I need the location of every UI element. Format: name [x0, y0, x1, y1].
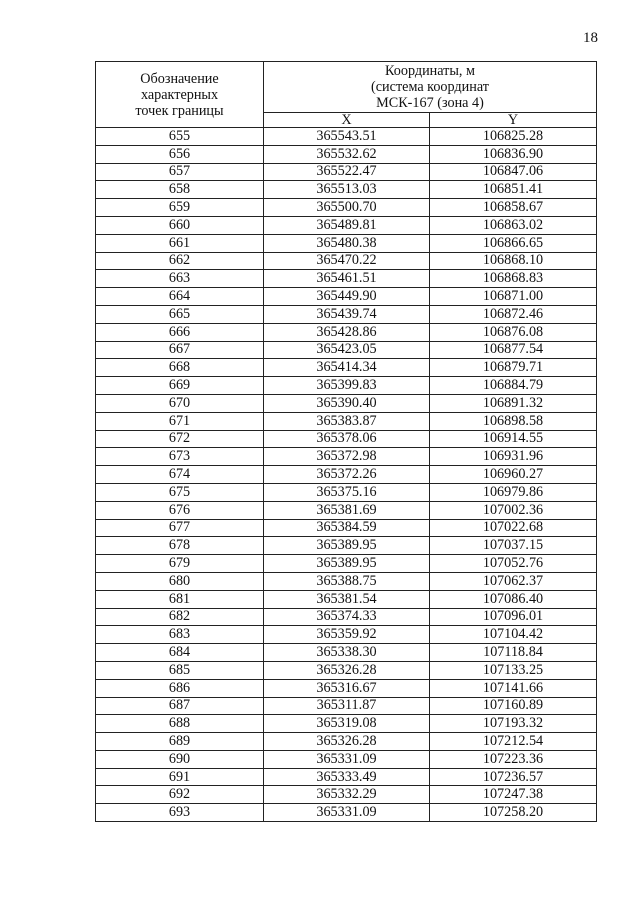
table-row — [96, 359, 597, 377]
x-coordinate-cell: 365375.16 — [264, 483, 430, 501]
point-cell: 682 — [96, 608, 264, 626]
x-coordinate-cell: 365378.06 — [264, 430, 430, 448]
header-point-line-1: Обозначение — [140, 70, 219, 87]
y-coordinate-cell: 107247.38 — [430, 786, 597, 804]
point-cell: 670 — [96, 394, 264, 412]
coordinates-table — [95, 61, 597, 822]
table-row — [96, 555, 597, 573]
x-coordinate-cell: 365319.08 — [264, 715, 430, 733]
point-cell: 683 — [96, 626, 264, 644]
table-body — [96, 128, 597, 822]
table-row — [96, 252, 597, 270]
table-row — [96, 288, 597, 306]
header-x: X — [264, 113, 430, 128]
point-cell: 660 — [96, 216, 264, 234]
table-row — [96, 323, 597, 341]
x-coordinate-cell: 365480.38 — [264, 234, 430, 252]
x-coordinate-cell: 365333.49 — [264, 768, 430, 786]
header-coords-line-1: Координаты, м — [385, 63, 475, 79]
y-coordinate-cell: 107212.54 — [430, 733, 597, 751]
table-row — [96, 537, 597, 555]
x-coordinate-cell: 365500.70 — [264, 199, 430, 217]
header-coordinates — [264, 62, 597, 113]
point-cell: 679 — [96, 555, 264, 573]
x-coordinate-cell: 365461.51 — [264, 270, 430, 288]
x-coordinate-cell: 365338.30 — [264, 644, 430, 662]
point-cell: 655 — [96, 128, 264, 146]
x-coordinate-cell: 365374.33 — [264, 608, 430, 626]
table-row — [96, 590, 597, 608]
x-coordinate-cell: 365388.75 — [264, 572, 430, 590]
x-coordinate-cell: 365326.28 — [264, 733, 430, 751]
x-coordinate-cell: 365384.59 — [264, 519, 430, 537]
y-coordinate-cell: 107104.42 — [430, 626, 597, 644]
table-row — [96, 430, 597, 448]
table-row — [96, 448, 597, 466]
x-coordinate-cell: 365332.29 — [264, 786, 430, 804]
x-coordinate-cell: 365389.95 — [264, 537, 430, 555]
page-number: 18 — [583, 30, 598, 46]
point-cell: 672 — [96, 430, 264, 448]
y-coordinate-cell: 107258.20 — [430, 804, 597, 822]
point-cell: 659 — [96, 199, 264, 217]
x-coordinate-cell: 365326.28 — [264, 661, 430, 679]
table-row — [96, 519, 597, 537]
point-cell: 673 — [96, 448, 264, 466]
point-cell: 668 — [96, 359, 264, 377]
table-header — [96, 62, 597, 128]
table-row — [96, 128, 597, 146]
point-cell: 658 — [96, 181, 264, 199]
table-row — [96, 608, 597, 626]
table-row — [96, 234, 597, 252]
x-coordinate-cell: 365414.34 — [264, 359, 430, 377]
y-coordinate-cell: 107193.32 — [430, 715, 597, 733]
y-coordinate-cell: 106847.06 — [430, 163, 597, 181]
x-coordinate-cell: 365389.95 — [264, 555, 430, 573]
y-coordinate-cell: 106891.32 — [430, 394, 597, 412]
point-cell: 693 — [96, 804, 264, 822]
x-coordinate-cell: 365399.83 — [264, 377, 430, 395]
y-coordinate-cell: 106836.90 — [430, 145, 597, 163]
x-coordinate-cell: 365449.90 — [264, 288, 430, 306]
table-row — [96, 501, 597, 519]
y-coordinate-cell: 106871.00 — [430, 288, 597, 306]
x-coordinate-cell: 365390.40 — [264, 394, 430, 412]
y-coordinate-cell: 107096.01 — [430, 608, 597, 626]
y-coordinate-cell: 107160.89 — [430, 697, 597, 715]
table-row — [96, 305, 597, 323]
table-row — [96, 181, 597, 199]
table-row — [96, 572, 597, 590]
table-row — [96, 341, 597, 359]
point-cell: 691 — [96, 768, 264, 786]
y-coordinate-cell: 107133.25 — [430, 661, 597, 679]
x-coordinate-cell: 365513.03 — [264, 181, 430, 199]
x-coordinate-cell: 365331.09 — [264, 750, 430, 768]
y-coordinate-cell: 107086.40 — [430, 590, 597, 608]
table-row — [96, 679, 597, 697]
point-cell: 677 — [96, 519, 264, 537]
y-coordinate-cell: 106877.54 — [430, 341, 597, 359]
y-coordinate-cell: 106868.10 — [430, 252, 597, 270]
point-cell: 675 — [96, 483, 264, 501]
header-point-designation — [96, 62, 264, 128]
y-coordinate-cell: 107118.84 — [430, 644, 597, 662]
y-coordinate-cell: 106884.79 — [430, 377, 597, 395]
x-coordinate-cell: 365316.67 — [264, 679, 430, 697]
table-row — [96, 377, 597, 395]
point-cell: 674 — [96, 466, 264, 484]
y-coordinate-cell: 106914.55 — [430, 430, 597, 448]
table-row — [96, 394, 597, 412]
table-row — [96, 750, 597, 768]
y-coordinate-cell: 106879.71 — [430, 359, 597, 377]
y-coordinate-cell: 106931.96 — [430, 448, 597, 466]
y-coordinate-cell: 107037.15 — [430, 537, 597, 555]
point-cell: 678 — [96, 537, 264, 555]
y-coordinate-cell: 107002.36 — [430, 501, 597, 519]
x-coordinate-cell: 365428.86 — [264, 323, 430, 341]
x-coordinate-cell: 365359.92 — [264, 626, 430, 644]
y-coordinate-cell: 107062.37 — [430, 572, 597, 590]
table-row — [96, 483, 597, 501]
table-row — [96, 697, 597, 715]
y-coordinate-cell: 106825.28 — [430, 128, 597, 146]
point-cell: 684 — [96, 644, 264, 662]
x-coordinate-cell: 365522.47 — [264, 163, 430, 181]
table-row — [96, 715, 597, 733]
point-cell: 686 — [96, 679, 264, 697]
point-cell: 685 — [96, 661, 264, 679]
point-cell: 663 — [96, 270, 264, 288]
x-coordinate-cell: 365423.05 — [264, 341, 430, 359]
point-cell: 667 — [96, 341, 264, 359]
table-row — [96, 270, 597, 288]
point-cell: 689 — [96, 733, 264, 751]
y-coordinate-cell: 106979.86 — [430, 483, 597, 501]
table-row — [96, 216, 597, 234]
header-y: Y — [430, 113, 597, 128]
point-cell: 688 — [96, 715, 264, 733]
point-cell: 665 — [96, 305, 264, 323]
point-cell: 676 — [96, 501, 264, 519]
y-coordinate-cell: 107223.36 — [430, 750, 597, 768]
header-coords-line-3: МСК-167 (зона 4) — [376, 95, 484, 111]
y-coordinate-cell: 107141.66 — [430, 679, 597, 697]
header-point-line-2: характерных — [140, 86, 219, 103]
table-row — [96, 626, 597, 644]
y-coordinate-cell: 106898.58 — [430, 412, 597, 430]
x-coordinate-cell: 365470.22 — [264, 252, 430, 270]
x-coordinate-cell: 365372.26 — [264, 466, 430, 484]
x-coordinate-cell: 365383.87 — [264, 412, 430, 430]
point-cell: 656 — [96, 145, 264, 163]
y-coordinate-cell: 107236.57 — [430, 768, 597, 786]
x-coordinate-cell: 365381.54 — [264, 590, 430, 608]
y-coordinate-cell: 106868.83 — [430, 270, 597, 288]
table-row — [96, 466, 597, 484]
x-coordinate-cell: 365372.98 — [264, 448, 430, 466]
point-cell: 692 — [96, 786, 264, 804]
x-coordinate-cell: 365331.09 — [264, 804, 430, 822]
x-coordinate-cell: 365532.62 — [264, 145, 430, 163]
y-coordinate-cell: 106876.08 — [430, 323, 597, 341]
header-point-line-3: точек границы — [135, 102, 224, 119]
table-row — [96, 733, 597, 751]
y-coordinate-cell: 106866.65 — [430, 234, 597, 252]
x-coordinate-cell: 365489.81 — [264, 216, 430, 234]
y-coordinate-cell: 106863.02 — [430, 216, 597, 234]
table-row — [96, 163, 597, 181]
point-cell: 664 — [96, 288, 264, 306]
point-cell: 662 — [96, 252, 264, 270]
table-row — [96, 199, 597, 217]
table-row — [96, 412, 597, 430]
point-cell: 671 — [96, 412, 264, 430]
point-cell: 680 — [96, 572, 264, 590]
point-cell: 657 — [96, 163, 264, 181]
table-row — [96, 661, 597, 679]
x-coordinate-cell: 365311.87 — [264, 697, 430, 715]
point-cell: 681 — [96, 590, 264, 608]
y-coordinate-cell: 106851.41 — [430, 181, 597, 199]
point-cell: 666 — [96, 323, 264, 341]
table-row — [96, 768, 597, 786]
point-cell: 661 — [96, 234, 264, 252]
y-coordinate-cell: 107022.68 — [430, 519, 597, 537]
table-row — [96, 804, 597, 822]
x-coordinate-cell: 365381.69 — [264, 501, 430, 519]
table-row — [96, 145, 597, 163]
y-coordinate-cell: 107052.76 — [430, 555, 597, 573]
y-coordinate-cell: 106872.46 — [430, 305, 597, 323]
table-row — [96, 786, 597, 804]
y-coordinate-cell: 106960.27 — [430, 466, 597, 484]
table-row — [96, 644, 597, 662]
point-cell: 687 — [96, 697, 264, 715]
x-coordinate-cell: 365543.51 — [264, 128, 430, 146]
y-coordinate-cell: 106858.67 — [430, 199, 597, 217]
point-cell: 690 — [96, 750, 264, 768]
header-coords-line-2: (система координат — [371, 79, 489, 95]
point-cell: 669 — [96, 377, 264, 395]
x-coordinate-cell: 365439.74 — [264, 305, 430, 323]
